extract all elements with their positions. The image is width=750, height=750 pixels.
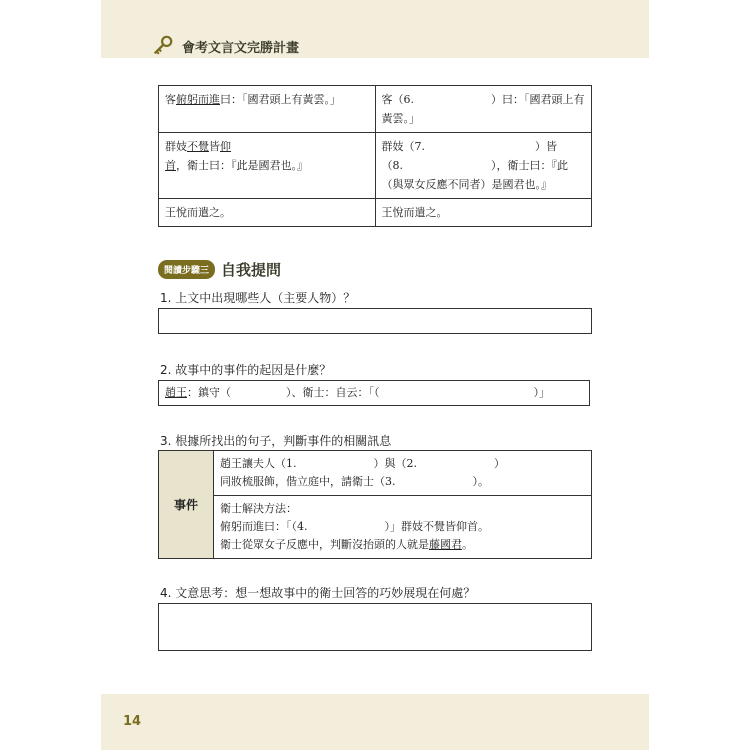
cell-line: 衛士解決方法： — [220, 502, 297, 515]
table-cell — [159, 133, 376, 199]
cell-line — [220, 536, 585, 554]
underlined-text: 藤國君 — [429, 538, 462, 551]
cell-text: ，衛士曰：『此是國君也。』 — [176, 159, 308, 172]
cell-line: 趙王讓夫人（1. ）與（2. ） — [220, 457, 505, 470]
cell-text: 曰：「國君頭上有黃雲。」 — [220, 93, 341, 106]
cell-line: 群妓（7. ）皆 — [381, 140, 557, 153]
underlined-text: 不覺 — [187, 140, 209, 153]
table-cell: 王悅而遣之。 — [159, 199, 376, 227]
question-3: 3. 根據所找出的句子，判斷事件的相關訊息 — [160, 434, 392, 448]
table-row — [159, 86, 592, 133]
comparison-table — [158, 85, 592, 227]
cell-text: 皆 — [209, 140, 220, 153]
question-2: 2. 故事中的事件的起因是什麼？ — [160, 363, 332, 377]
page-number: 14 — [123, 714, 142, 729]
table-row — [159, 496, 592, 559]
question-1: 1. 上文中出現哪些人（主要人物）？ — [160, 291, 356, 305]
underlined-text: 趙王 — [165, 386, 187, 399]
key-icon — [152, 35, 174, 57]
cell-line: （與眾女反應不同者）是國君也。』 — [381, 178, 552, 191]
table-cell — [159, 86, 376, 133]
cell-line: （8. ），衛士曰：『此 — [381, 159, 568, 172]
question-4: 4. 文意思考：想一想故事中的衛士回答的巧妙展現在何處？ — [160, 586, 476, 600]
table-cell — [214, 496, 592, 559]
table-cell — [375, 133, 592, 199]
event-label: 事件 — [159, 451, 214, 559]
underlined-text: 仰首 — [165, 140, 231, 172]
page-header — [152, 34, 299, 58]
answer-box-4[interactable] — [158, 603, 592, 651]
header-title: 會考文言文完勝計畫 — [182, 40, 300, 56]
table-row — [159, 199, 592, 227]
section-title: 自我提問 — [221, 261, 282, 279]
step-badge: 閱讀步驟三 — [158, 260, 215, 279]
event-table — [158, 450, 592, 559]
table-row — [159, 133, 592, 199]
cell-line: 同妝梳服飾，偕立庭中，請衛士（3. ）。 — [220, 475, 489, 488]
cell-text: 。 — [462, 538, 473, 551]
cell-text: 客 — [165, 93, 176, 106]
cell-text: 衛士從眾女子反應中，判斷沒抬頭的人就是 — [220, 538, 429, 551]
section-heading — [158, 259, 281, 280]
cell-line: 俯躬而進曰：「（4. ）」群妓不覺皆仰首。 — [220, 520, 489, 533]
bottom-decor-band — [101, 694, 649, 750]
table-row — [159, 451, 592, 496]
answer-box-2[interactable] — [158, 380, 590, 406]
table-cell — [214, 451, 592, 496]
answer-box-1[interactable] — [158, 308, 592, 334]
table-cell: 客（6. ）曰：「國君頭上有黃雲。」 — [375, 86, 592, 133]
cell-text: 群妓 — [165, 140, 187, 153]
table-cell: 王悅而遣之。 — [375, 199, 592, 227]
answer-text: ：鎮守（ ）、衛士：自云：「（ ）」 — [187, 386, 550, 399]
underlined-text: 俯躬而進 — [176, 93, 220, 106]
